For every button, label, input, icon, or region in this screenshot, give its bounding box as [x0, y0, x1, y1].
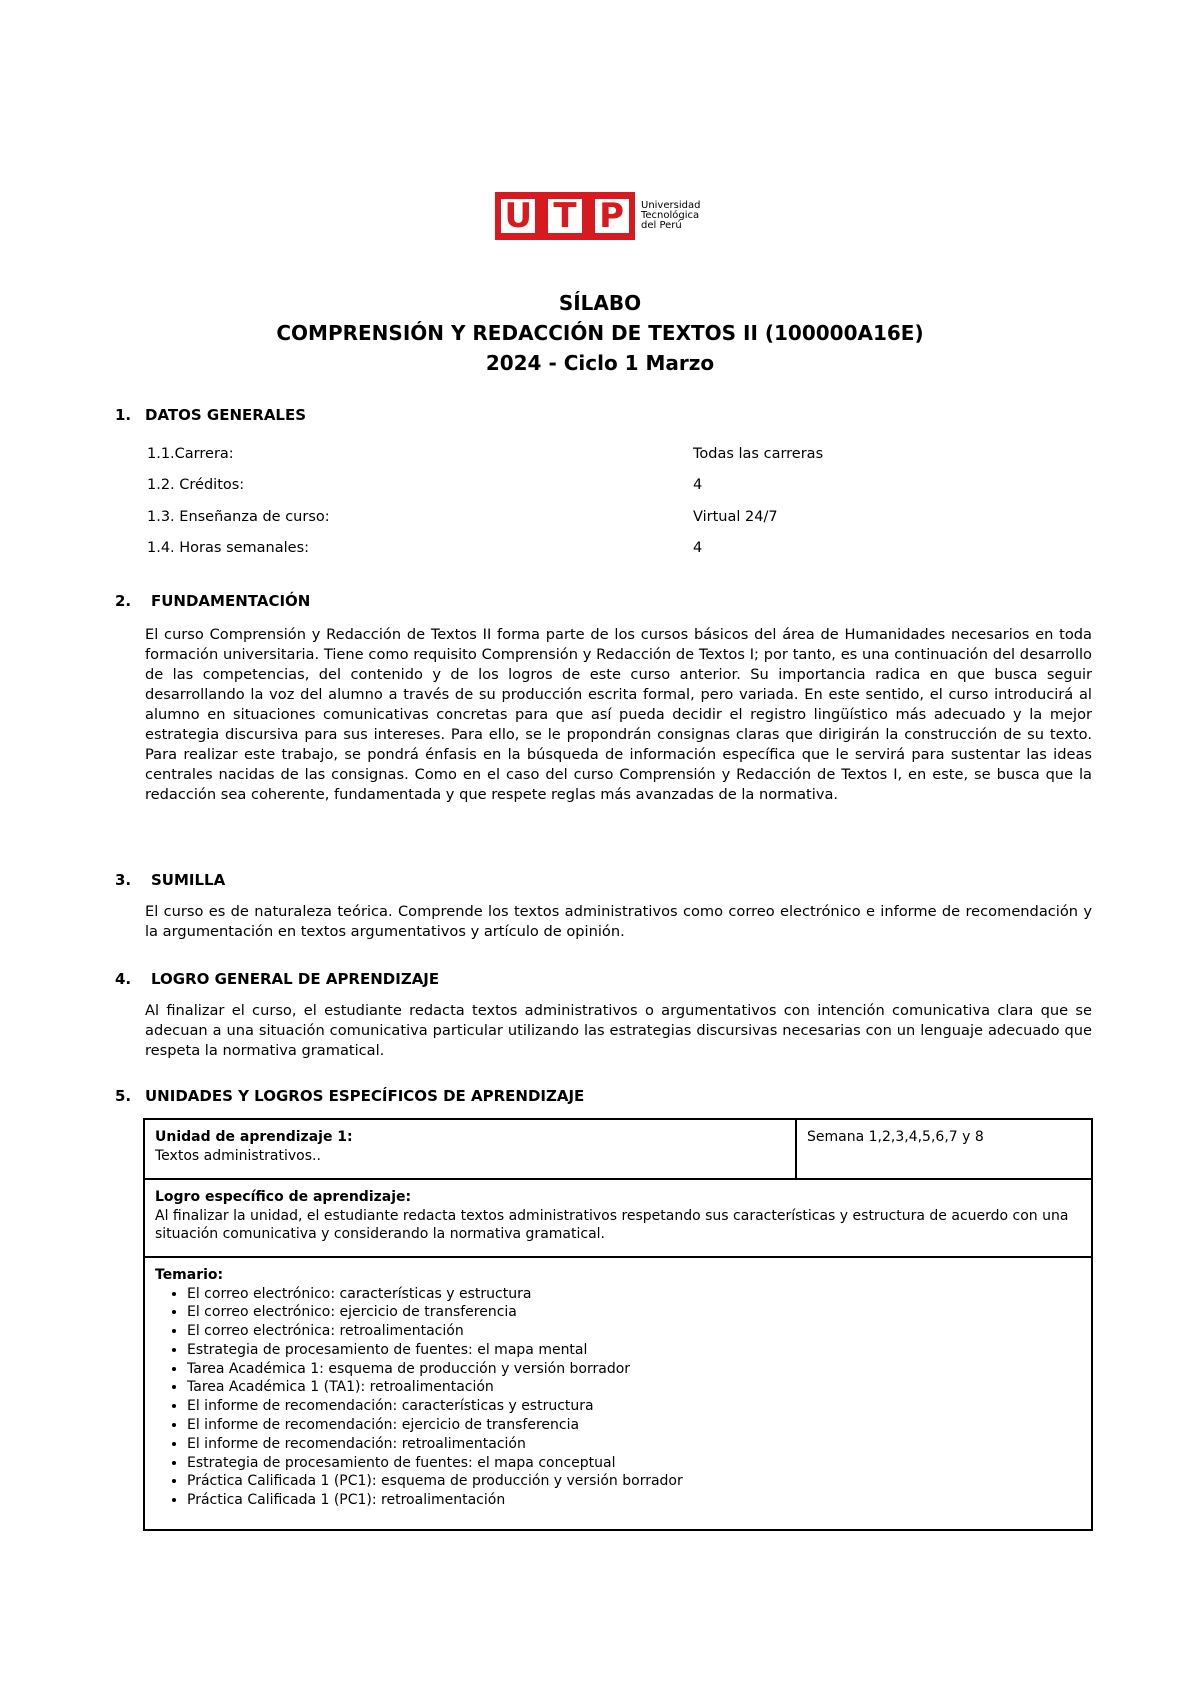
temario-list [155, 1285, 1081, 1511]
fundamentacion-text: El curso Comprensión y Redacción de Textos II forma parte de los cursos básicos del área de Humanidades necesarios en toda formación universitaria. Tiene como requisito Comprensión y Redacción de Textos I; por tanto, es una continuación del desarrollo de las competencias, del contenido y de los logros de este curso anterior. Su importancia radica en que busca seguir desarrollando la voz del alumno a través de su producción escrita formal, pero variada. En este sentido, el curso introducirá al alumno en situaciones comunicativas concretas para que así pueda decidir el registro lingüístico más adecuado y la mejor estrategia discursiva para sus intereses. Para ello, se le propondrán consignas claras que dirigirán la construcción de su texto. Para realizar este trabajo, se pondrá énfasis en la búsqueda de información específica que le servirá para sustentar las ideas centrales nacidas de las consignas. Como en el caso del curso Comprensión y Redacción de Textos I, en este, se busca que la redacción sea coherente, fundamentada y que respete reglas más avanzadas de la normativa. [145, 626, 1092, 803]
datos-value: Virtual 24/7 [693, 509, 778, 525]
section-heading-unidades: 5. UNIDADES Y LOGROS ESPECÍFICOS DE APRENDIZAJE [115, 1087, 585, 1105]
temario-item: • El correo electrónica: retroalimentación [187, 1322, 1081, 1341]
logo-letter-p: P [595, 199, 629, 233]
document-title: SÍLABO [558, 291, 642, 315]
course-title: COMPRENSIÓN Y REDACCIÓN DE TEXTOS II (100000A16E) [276, 321, 924, 345]
logro-especifico-cell [144, 1179, 1092, 1257]
temario-item: • El correo electrónico: ejercicio de transferencia [187, 1303, 1081, 1322]
datos-label: 1.2. Créditos: [147, 477, 245, 493]
temario-item: • Práctica Calificada 1 (PC1): esquema de producción y versión borrador [187, 1472, 1081, 1491]
logo-letter-t: T [548, 199, 582, 233]
unidad-cell [144, 1119, 796, 1179]
datos-value: Todas las carreras [693, 446, 824, 462]
temario-title: Temario: [155, 1267, 224, 1283]
datos-label: 1.1.Carrera: [147, 446, 234, 462]
utp-logo-box [495, 192, 635, 240]
datos-value: 4 [693, 477, 703, 493]
cycle-title: 2024 - Ciclo 1 Marzo [485, 351, 715, 375]
unidad-weeks: Semana 1,2,3,4,5,6,7 y 8 [807, 1129, 984, 1145]
logro-general-text: Al finalizar el curso, el estudiante redacta textos administrativos o argumentativos con intención comunicativa clara que se adecuan a una situación comunicativa particular utilizando las estrategias discursivas necesarias con un lenguaje adecuado que respeta la normativa gramatical. [145, 1002, 1092, 1059]
temario-item: • Estrategia de procesamiento de fuentes: el mapa mental [187, 1341, 1081, 1360]
section-heading-fundamentacion: 2. FUNDAMENTACIÓN [115, 592, 311, 610]
logro-especifico-text: Al finalizar la unidad, el estudiante redacta textos administrativos respetando sus características y estructura de acuerdo con una situación comunicativa y considerando la normativa gramatical. [155, 1207, 1069, 1242]
temario-item: • Práctica Calificada 1 (PC1): retroalimentación [187, 1491, 1081, 1510]
datos-value: 4 [693, 540, 703, 556]
temario-item: • El informe de recomendación: ejercicio de transferencia [187, 1416, 1081, 1435]
sumilla-text: El curso es de naturaleza teórica. Comprende los textos administrativos como correo electrónico e informe de recomendación y la argumentación en textos argumentativos y artículo de opinión. [145, 903, 1092, 940]
datos-label: 1.4. Horas semanales: [147, 540, 310, 556]
temario-item: • El informe de recomendación: retroalimentación [187, 1435, 1081, 1454]
unidad-table [143, 1118, 1093, 1531]
temario-item: • Estrategia de procesamiento de fuentes: el mapa conceptual [187, 1454, 1081, 1473]
temario-item: • El correo electrónico: características y estructura [187, 1285, 1081, 1304]
section-heading-logro-general: 4. LOGRO GENERAL DE APRENDIZAJE [115, 970, 440, 988]
logo-letter-u: U [501, 199, 535, 233]
section-heading-datos-generales: 1. DATOS GENERALES [115, 406, 307, 424]
unidad-name: Textos administrativos.. [155, 1147, 321, 1164]
datos-label: 1.3. Enseñanza de curso: [147, 509, 330, 525]
temario-item: • Tarea Académica 1: esquema de producción y versión borrador [187, 1360, 1081, 1379]
temario-item: • Tarea Académica 1 (TA1): retroalimentación [187, 1378, 1081, 1397]
logo-text: Universidad Tecnológica del Perú [641, 200, 701, 231]
temario-item: • El informe de recomendación: características y estructura [187, 1397, 1081, 1416]
document-header [0, 288, 1200, 378]
logro-especifico-title: Logro específico de aprendizaje: [155, 1189, 412, 1205]
temario-cell [144, 1257, 1092, 1530]
unidad-weeks-cell [796, 1119, 1092, 1179]
section-heading-sumilla: 3. SUMILLA [115, 871, 226, 889]
utp-logo [495, 192, 715, 240]
unidad-title: Unidad de aprendizaje 1: [155, 1129, 353, 1145]
